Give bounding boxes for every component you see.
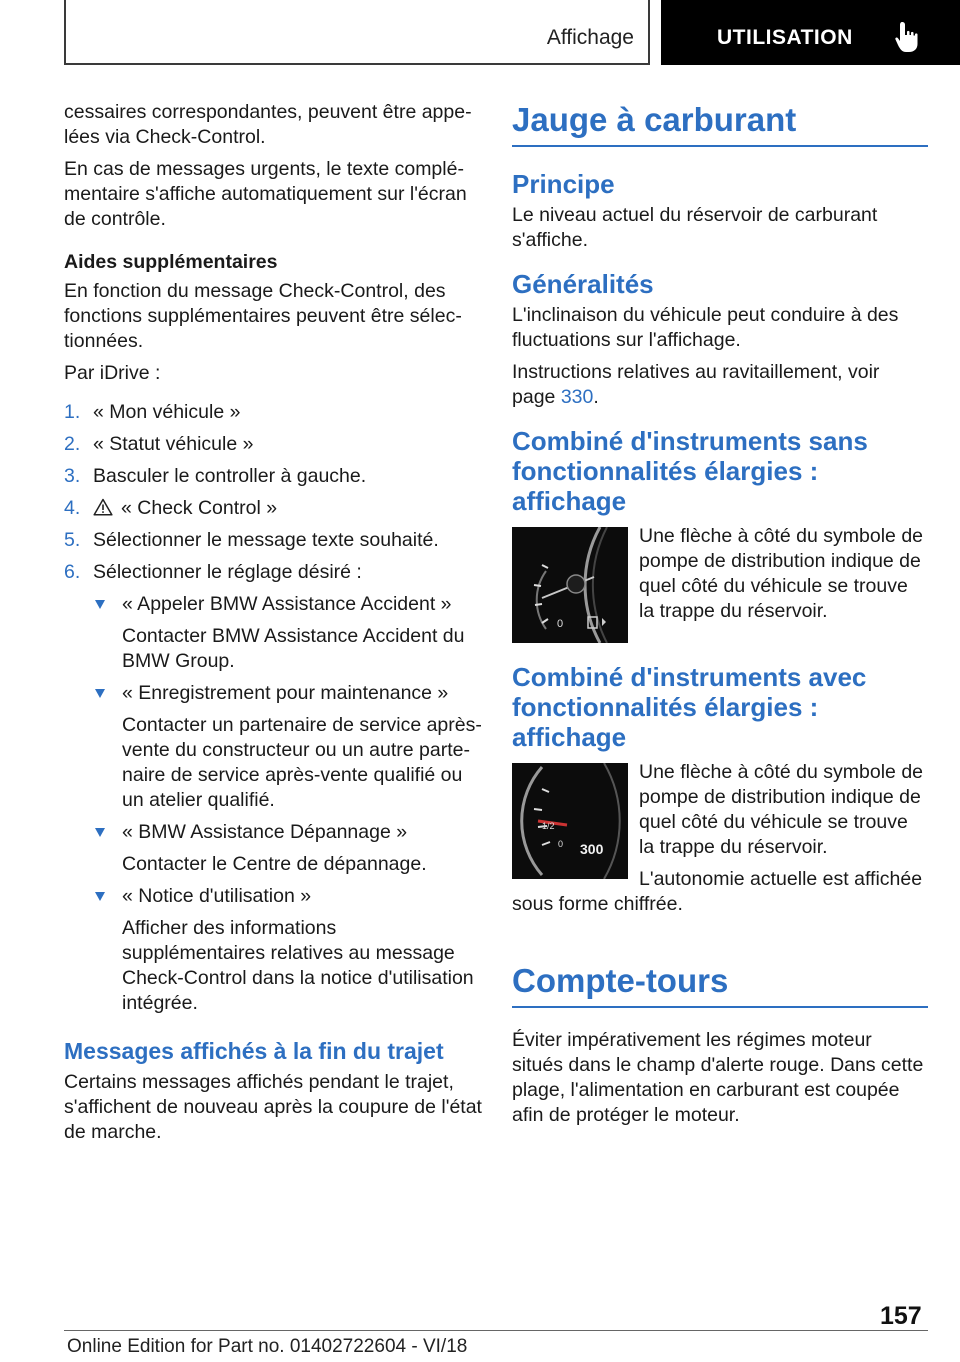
paragraph-generalites: L'inclinaison du véhicule peut conduire à des fluctuations sur l'affichage. bbox=[512, 304, 899, 351]
header-section-box bbox=[64, 0, 650, 65]
right-column bbox=[512, 100, 928, 1135]
paragraph-cluster-without-extended: Une flèche à côté du symbole de pompe de distribution indique de quel côté du véhicule se trouve la trappe du réservoir. bbox=[639, 525, 924, 622]
section-title-tachometer: Compte-tours bbox=[512, 961, 928, 1008]
step-number: 3. bbox=[64, 465, 81, 487]
paragraph-refuel-reference bbox=[512, 360, 928, 410]
list-item bbox=[64, 432, 484, 457]
step-number: 4. bbox=[64, 497, 81, 519]
heading-principe: Principe bbox=[512, 169, 615, 199]
refuel-reference-text: Instructions relatives au ravitaillement, voir page bbox=[512, 361, 880, 408]
step-number: 2. bbox=[64, 433, 81, 455]
option-label: « Appeler BMW Assistance Accident » bbox=[122, 593, 452, 615]
bullet-triangle-icon bbox=[95, 689, 105, 698]
step-text: Sélectionner le message texte souhaité. bbox=[93, 529, 439, 551]
pointing-hand-icon bbox=[893, 20, 923, 54]
warning-triangle-icon bbox=[93, 498, 113, 516]
option-description: Contacter le Centre de dépannage. bbox=[122, 853, 427, 875]
header-section-title: Affichage bbox=[546, 26, 634, 49]
step-text: Sélectionner le réglage désiré : bbox=[93, 561, 362, 583]
fuel-gauge-extended-image bbox=[512, 763, 628, 879]
step-number: 1. bbox=[64, 401, 81, 423]
step-number: 6. bbox=[64, 561, 81, 583]
page-number: 157 bbox=[880, 1302, 922, 1330]
list-item bbox=[64, 464, 484, 489]
option-description: Contacter un partenaire de service après-vente du constructeur ou un autre partenaire de service après-vente qualifié ou un atelier qualifié. bbox=[122, 714, 482, 811]
paragraph-idrive: Par iDrive : bbox=[64, 362, 161, 384]
bullet-triangle-icon bbox=[95, 892, 105, 901]
step-text: « Mon véhicule » bbox=[93, 401, 241, 423]
header-chapter-tab bbox=[661, 0, 960, 65]
list-item bbox=[64, 528, 484, 553]
step-number: 5. bbox=[64, 529, 81, 551]
gauge-half-mark: 1/2 bbox=[542, 821, 555, 831]
list-item bbox=[64, 400, 484, 425]
heading-end-of-trip: Messages affichés à la fin du trajet bbox=[64, 1038, 444, 1064]
refuel-reference-period: . bbox=[593, 386, 599, 408]
section-title-fuel-gauge: Jauge à carburant bbox=[512, 100, 928, 147]
fuel-gauge-basic-image bbox=[512, 527, 628, 643]
page-link-330[interactable]: 330 bbox=[560, 386, 594, 408]
options-list bbox=[93, 592, 484, 1016]
bullet-triangle-icon bbox=[95, 828, 105, 837]
header-chapter-title: UTILISATION bbox=[717, 26, 853, 49]
paragraph-end-of-trip: Certains messages affichés pendant le trajet, s'affichent de nouveau après la coupure de l'état de marche. bbox=[64, 1071, 482, 1143]
paragraph-range-display: L'autonomie actuelle est affichée sous forme chiffrée. bbox=[512, 868, 923, 915]
bullet-triangle-icon bbox=[95, 600, 105, 609]
list-item bbox=[64, 560, 484, 1016]
left-column bbox=[64, 100, 484, 1152]
paragraph-cluster-with-extended: Une flèche à côté du symbole de pompe de distribution indique de quel côté du véhicule se trouve la trappe du réservoir. bbox=[639, 761, 924, 858]
paragraph-urgent-messages: En cas de messages urgents, le texte complémentaire s'affiche automatiquement sur l'écran de contrôle. bbox=[64, 158, 467, 230]
step-text: Basculer le controller à gauche. bbox=[93, 465, 367, 487]
heading-cluster-with-extended: Combiné d'instruments avec fonctionnalités élargies : affichage bbox=[512, 662, 867, 752]
gauge-range-readout: 300 bbox=[580, 841, 604, 857]
option-item bbox=[93, 592, 484, 674]
footer-edition-text: Online Edition for Part no. 01402722604 - VI/18 bbox=[67, 1336, 468, 1357]
option-description: Afficher des informations supplémentaires relatives au message Check-Control dans la notice d'utilisation intégrée. bbox=[122, 917, 474, 1014]
paragraph-aides: En fonction du message Check-Control, des fonctions supplémentaires peuvent être sélectionnées. bbox=[64, 280, 462, 352]
heading-cluster-without-extended: Combiné d'instruments sans fonctionnalités élargies : affichage bbox=[512, 426, 868, 516]
option-label: « BMW Assistance Dépannage » bbox=[122, 821, 408, 843]
option-item bbox=[93, 820, 484, 877]
option-item bbox=[93, 884, 484, 1016]
paragraph-intro: cessaires correspondantes, peuvent être appelées via Check-Control. bbox=[64, 101, 472, 148]
heading-generalites: Généralités bbox=[512, 269, 654, 299]
step-text: « Statut véhicule » bbox=[93, 433, 254, 455]
figure-row-basic-cluster bbox=[512, 524, 928, 642]
heading-aides: Aides supplémentaires bbox=[64, 251, 278, 273]
list-item bbox=[64, 496, 484, 521]
steps-list bbox=[64, 400, 484, 1016]
gauge-empty-mark: 0 bbox=[557, 618, 564, 630]
paragraph-tachometer: Éviter impérativement les régimes moteur situés dans le champ d'alerte rouge. Dans cette plage, l'alimentation en carburant est coupée afin de protéger le moteur. bbox=[512, 1029, 924, 1126]
paragraph-principe: Le niveau actuel du réservoir de carburant s'affiche. bbox=[512, 204, 878, 251]
option-label: « Notice d'utilisation » bbox=[122, 885, 312, 907]
footer-divider bbox=[64, 1330, 928, 1331]
option-label: « Enregistrement pour maintenance » bbox=[122, 682, 449, 704]
option-description: Contacter BMW Assistance Accident du BMW Group. bbox=[122, 625, 465, 672]
gauge-empty-mark: 0 bbox=[558, 839, 564, 849]
option-item bbox=[93, 681, 484, 813]
step-text: « Check Control » bbox=[121, 497, 278, 519]
figure-row-extended-cluster bbox=[512, 760, 928, 917]
